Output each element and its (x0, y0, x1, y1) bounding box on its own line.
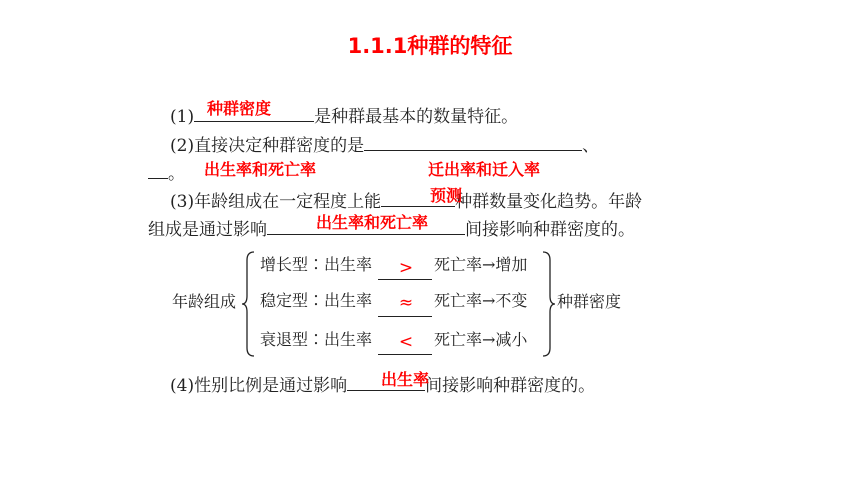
q1-answer: 种群密度 (207, 99, 272, 118)
right-brace-icon (541, 250, 557, 358)
question-2-line2 (148, 160, 185, 185)
diagram-row-3-type: 衰退型∶出生率 (260, 330, 373, 349)
q3-line2-suffix: 间接影响种群密度的。 (465, 220, 635, 240)
diagram-row-2-result: 死亡率→不变 (434, 291, 528, 310)
diagram-row-3-symbol: < (398, 332, 414, 352)
left-brace-icon (240, 250, 256, 358)
question-2-line1 (170, 132, 599, 157)
diagram-row-1-blank (378, 279, 432, 280)
diagram-row-3-result: 死亡率→减小 (434, 330, 528, 349)
question-3-line1 (170, 188, 642, 213)
q4-suffix: 间接影响种群密度的。 (425, 376, 596, 396)
diagram-row-2-symbol: ≈ (398, 293, 414, 313)
q2-answer-a: 出生率和死亡率 (204, 160, 317, 179)
q3-answer-b: 出生率和死亡率 (316, 213, 429, 232)
diagram-row-2-blank (378, 316, 432, 317)
q2-sep: 、 (582, 136, 600, 156)
diagram-row-1-symbol: > (398, 258, 414, 278)
q3-line2-prefix: 组成是通过影响 (148, 220, 267, 240)
q2-answer-b: 迁出率和迁入率 (428, 160, 541, 179)
q2-prefix: (2)直接决定种群密度的是 (170, 136, 365, 156)
diagram-right-label: 种群密度 (557, 292, 622, 311)
diagram-row-2-type: 稳定型∶出生率 (260, 291, 373, 310)
diagram-left-label: 年龄组成 (172, 292, 237, 311)
q3-answer-a: 预测 (430, 186, 463, 205)
diagram-row-1-result: 死亡率→增加 (434, 255, 528, 274)
q1-prefix: (1) (170, 107, 195, 127)
q2-blank-b[interactable] (148, 160, 168, 179)
q2-blank-a[interactable] (364, 132, 582, 151)
q3-line1-suffix: 种群数量变化趋势。年龄 (455, 192, 643, 212)
q2-end: 。 (168, 164, 185, 184)
q1-suffix: 是种群最基本的数量特征。 (314, 107, 519, 127)
page-title: 1.1.1种群的特征 (347, 34, 513, 58)
diagram-row-3-blank (378, 354, 432, 355)
q4-answer: 出生率 (381, 370, 430, 389)
q3-line1-prefix: (3)年龄组成在一定程度上能 (170, 192, 382, 212)
diagram-row-1-type: 增长型∶出生率 (260, 255, 373, 274)
q4-prefix: (4)性别比例是通过影响 (170, 376, 348, 396)
